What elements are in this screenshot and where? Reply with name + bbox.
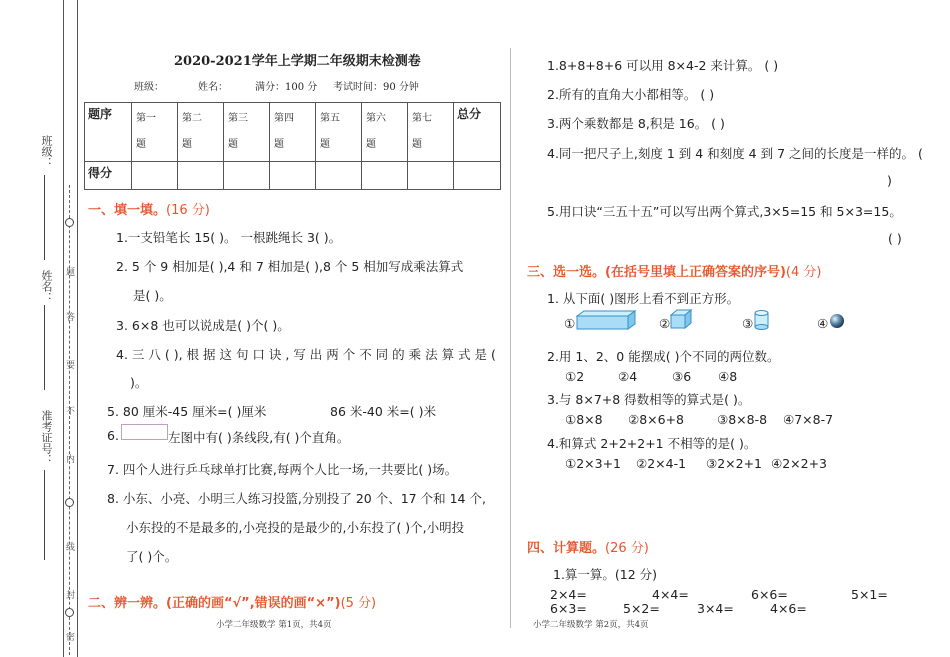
cuboid-icon <box>576 310 638 330</box>
cut-line <box>69 185 70 655</box>
s3-q1: 1. 从下面( )图形上看不到正方形。 <box>547 291 740 306</box>
binding-hole <box>65 218 74 227</box>
s3-q2-opt: ②4 <box>618 369 638 384</box>
footer-right: 小学二年级数学 第2页，共4页 <box>533 620 649 630</box>
cut-char: 密 <box>66 633 76 643</box>
calc-item: 6×6= <box>751 587 788 602</box>
s3-q4: 4.和算式 2+2+2+1 不相等的是( )。 <box>547 436 757 451</box>
s3-q2-opt: ③6 <box>672 369 692 384</box>
s2-q5-line1: 5.用口诀“三五十五”可以写出两个算式,3×5=15 和 5×3=15。 <box>547 204 902 219</box>
class-field: 班级： <box>134 82 164 93</box>
score-header-cell: 题序 <box>85 103 132 162</box>
score-input-cell[interactable] <box>224 162 270 190</box>
exam-title: 2020-2021学年上学期二年级期末检测卷 <box>174 54 421 69</box>
calc-item: 4×6= <box>770 601 807 616</box>
cut-char: 答 <box>66 313 76 323</box>
name-label: 姓名： <box>40 270 53 303</box>
calc-item: 5×2= <box>623 601 660 616</box>
name-field: 姓名： <box>198 82 228 93</box>
cut-char: 不 <box>66 407 76 417</box>
s1-q2-line1: 2. 5 个 9 相加是( ),4 和 7 相加是( ),8 个 5 相加写成乘法算式 <box>116 259 464 274</box>
section1-title: 一、填一填。(16 分) <box>88 203 210 218</box>
s2-q1: 1.8+8+8+6 可以用 8×4-2 来计算。 ( ) <box>547 58 779 73</box>
binding-hole <box>65 608 74 617</box>
name-blank <box>44 305 45 390</box>
s3-q3-opt: ④7×8-7 <box>783 412 834 427</box>
s1-q5-part1: 5. 80 厘米-45 厘米=( )厘米 <box>107 404 267 419</box>
score-input-cell[interactable] <box>316 162 362 190</box>
score-header-cell: 第五 题 <box>316 103 362 162</box>
score-row-label: 得分 <box>85 162 132 190</box>
s1-q8-line2: 小东投的不是最多的,小亮投的是最少的,小东投了( )个,小明投 <box>126 520 465 535</box>
class-label: 班级： <box>40 135 53 168</box>
s3-q1-opt2: ② <box>659 316 671 331</box>
s3-q3-opt: ③8×8-8 <box>717 412 768 427</box>
s1-q7: 7. 四个人进行乒乓球单打比赛,每两个人比一场,一共要比( )场。 <box>107 462 458 477</box>
s1-q5-part2: 86 米-40 米=( )米 <box>330 404 436 419</box>
calc-item: 4×4= <box>652 587 689 602</box>
cylinder-icon <box>754 310 770 330</box>
s3-q2-opt: ④8 <box>718 369 738 384</box>
s4-q1: 1.算一算。(12 分) <box>553 567 658 582</box>
cut-char: 内 <box>66 455 76 465</box>
score-table-score-row <box>85 162 501 190</box>
s1-q8-line3: 了( )个。 <box>126 549 178 564</box>
cube-icon <box>670 309 694 329</box>
binding-hole <box>65 498 74 507</box>
calc-item: 6×3= <box>550 601 587 616</box>
calc-item: 3×4= <box>697 601 734 616</box>
s1-q2-line2: 是( )。 <box>133 288 172 303</box>
score-table-header-row <box>85 103 501 162</box>
s3-q4-opt: ④2×2+3 <box>771 456 828 471</box>
exam-no-label: 准考证号： <box>40 410 53 465</box>
s3-q4-opt: ①2×3+1 <box>565 456 622 471</box>
cut-char: 要 <box>66 361 76 371</box>
score-input-cell[interactable] <box>454 162 501 190</box>
score-input-cell[interactable] <box>270 162 316 190</box>
s3-q2: 2.用 1、2、0 能摆成( )个不同的两位数。 <box>547 349 780 364</box>
score-header-cell: 第二 题 <box>178 103 224 162</box>
class-blank <box>44 175 45 260</box>
exam-no-blank <box>44 470 45 560</box>
s1-q6-number: 6. <box>107 428 119 443</box>
section3-title: 三、选一选。(在括号里填上正确答案的序号)(4 分) <box>527 265 822 280</box>
binding-line-right <box>77 0 78 657</box>
score-input-cell[interactable] <box>408 162 454 190</box>
s1-q3: 3. 6×8 也可以说成是( )个( )。 <box>116 318 290 333</box>
s3-q1-opt4: ④ <box>817 316 829 331</box>
score-header-cell: 第三 题 <box>224 103 270 162</box>
cut-char: 题 <box>66 268 76 278</box>
score-input-cell[interactable] <box>178 162 224 190</box>
s2-q3: 3.两个乘数都是 8,积是 16。 ( ) <box>547 116 725 131</box>
score-header-cell: 第四 题 <box>270 103 316 162</box>
binding-line-left <box>63 0 64 657</box>
s1-q8-line1: 8. 小东、小亮、小明三人练习投篮,分别投了 20 个、17 个和 14 个, <box>107 491 486 506</box>
score-header-cell: 第六 题 <box>362 103 408 162</box>
s3-q2-opt: ①2 <box>565 369 585 384</box>
footer-left: 小学二年级数学 第1页，共4页 <box>216 620 332 630</box>
s1-q1: 1.一支铅笔长 15( )。 一根跳绳长 3( )。 <box>116 230 342 245</box>
q6-figure <box>121 424 168 440</box>
sphere-icon <box>829 313 845 329</box>
score-input-cell[interactable] <box>132 162 178 190</box>
s3-q1-opt1: ① <box>564 316 576 331</box>
s2-q4-line1: 4.同一把尺子上,刻度 1 到 4 和刻度 4 到 7 之间的长度是一样的。 ( <box>547 146 923 161</box>
score-input-cell[interactable] <box>362 162 408 190</box>
section4-title: 四、计算题。(26 分) <box>527 541 649 556</box>
score-header-cell: 第一 题 <box>132 103 178 162</box>
s3-q4-opt: ③2×2+1 <box>706 456 763 471</box>
cut-char: 封 <box>66 591 76 601</box>
calc-item: 5×1= <box>851 587 888 602</box>
s3-q4-opt: ②2×4-1 <box>636 456 687 471</box>
s3-q3: 3.与 8×7+8 得数相等的算式是( )。 <box>547 392 751 407</box>
full-score: 满分：100 分 <box>255 82 318 93</box>
s3-q1-opt3: ③ <box>742 316 754 331</box>
s2-q5-line2: ( ) <box>888 231 902 246</box>
score-table <box>84 102 501 190</box>
s2-q4-line2: ) <box>887 173 892 188</box>
exam-time: 考试时间：90 分钟 <box>333 82 419 93</box>
calc-item: 2×4= <box>550 587 587 602</box>
s1-q4-line1: 4. 三 八 ( ), 根 据 这 句 口 诀 , 写 出 两 个 不 同 的 乘 法 算 式 是 ( <box>116 347 496 362</box>
score-header-cell: 总分 <box>454 103 501 162</box>
score-header-cell: 第七 题 <box>408 103 454 162</box>
section2-title: 二、辨一辨。(正确的画“√”,错误的画“×”)(5 分) <box>88 596 377 611</box>
cut-char: 线 <box>66 543 76 553</box>
s2-q2: 2.所有的直角大小都相等。 ( ) <box>547 87 715 102</box>
s3-q3-opt: ②8×6+8 <box>628 412 685 427</box>
s3-q3-opt: ①8×8 <box>565 412 603 427</box>
s1-q6-text: 左图中有( )条线段,有( )个直角。 <box>168 430 350 445</box>
page-divider <box>510 48 511 628</box>
s1-q4-line2: )。 <box>130 375 148 390</box>
